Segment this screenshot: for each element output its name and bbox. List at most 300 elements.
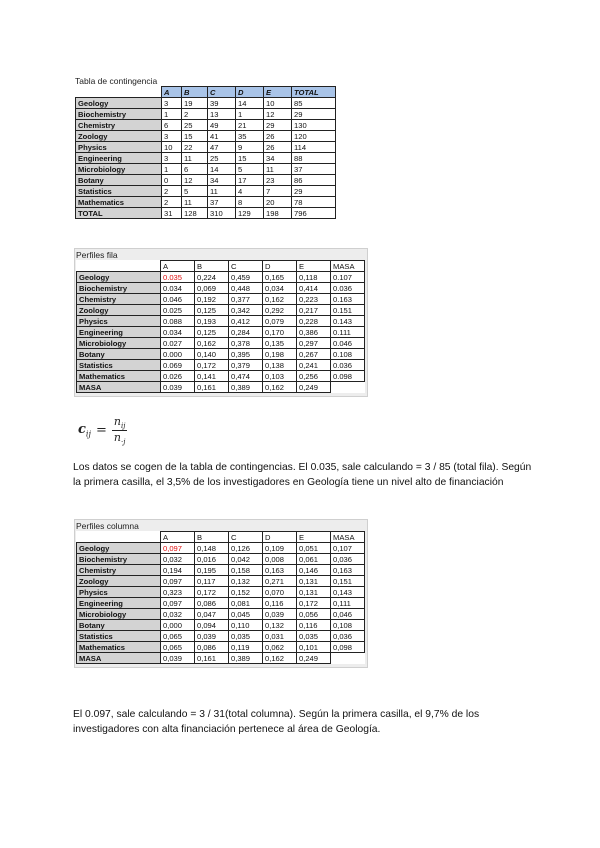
header-row xyxy=(77,532,365,543)
table-cell: 0,249 xyxy=(297,653,331,664)
header-cell: C xyxy=(229,261,263,272)
table-cell: 0,031 xyxy=(263,631,297,642)
table-cell: 0,061 xyxy=(297,554,331,565)
table-cell: 0,389 xyxy=(229,382,263,393)
table-cell: 0,000 xyxy=(161,620,195,631)
row-label: Statistics xyxy=(77,631,161,642)
table-cell: 0,138 xyxy=(263,360,297,371)
table-cell: 0.027 xyxy=(161,338,195,349)
table-cell: 6 xyxy=(162,120,182,131)
table-cell: 20 xyxy=(264,197,292,208)
row-label: Mathematics xyxy=(76,197,162,208)
row-label: Botany xyxy=(77,349,161,360)
table-cell: 0,132 xyxy=(229,576,263,587)
table-cell: 0,056 xyxy=(297,609,331,620)
table-row xyxy=(77,565,365,576)
table-cell: 0.046 xyxy=(161,294,195,305)
table-cell: 0,172 xyxy=(195,587,229,598)
table-cell: 0,165 xyxy=(263,272,297,283)
table-cell: 49 xyxy=(208,120,236,131)
table-cell: 37 xyxy=(292,164,336,175)
table-cell: 10 xyxy=(264,98,292,109)
table-cell: 0,241 xyxy=(297,360,331,371)
table-row xyxy=(76,164,336,175)
table-cell: 0.025 xyxy=(161,305,195,316)
table-row xyxy=(77,631,365,642)
table-row xyxy=(76,109,336,120)
table-cell: 0,108 xyxy=(331,620,365,631)
row-label: Physics xyxy=(76,142,162,153)
row-profiles-table xyxy=(76,260,365,393)
table-cell: 0,097 xyxy=(161,576,195,587)
row-label: Geology xyxy=(77,272,161,283)
header-cell: A xyxy=(161,261,195,272)
table-cell: 0,162 xyxy=(263,653,297,664)
header-cell: E xyxy=(297,532,331,543)
table-row xyxy=(76,153,336,164)
table-cell: 78 xyxy=(292,197,336,208)
table-cell: 0,412 xyxy=(229,316,263,327)
table-cell: 22 xyxy=(182,142,208,153)
table-cell: 10 xyxy=(162,142,182,153)
header-cell: MASA xyxy=(331,532,365,543)
row-label: Engineering xyxy=(77,598,161,609)
header-cell: E xyxy=(264,87,292,98)
row-label: Biochemistry xyxy=(77,554,161,565)
table-cell: 86 xyxy=(292,175,336,186)
table-cell: 0,228 xyxy=(297,316,331,327)
table-cell: 0,152 xyxy=(229,587,263,598)
table-cell: 128 xyxy=(182,208,208,219)
table-cell: 6 xyxy=(182,164,208,175)
table-row xyxy=(76,131,336,142)
formula-eq: = xyxy=(95,423,107,439)
table-cell: 19 xyxy=(182,98,208,109)
table-cell: 0.035 xyxy=(161,272,195,283)
table-cell: 0.108 xyxy=(331,349,365,360)
table-cell: 34 xyxy=(264,153,292,164)
table-cell: 47 xyxy=(208,142,236,153)
table-cell: 2 xyxy=(182,109,208,120)
table-row xyxy=(76,98,336,109)
table-cell: 0,125 xyxy=(195,305,229,316)
contingency-caption: Tabla de contingencia xyxy=(75,76,158,86)
table-cell: 0.034 xyxy=(161,327,195,338)
table-cell: 0,217 xyxy=(297,305,331,316)
table-cell: 0.151 xyxy=(331,305,365,316)
table-cell: 21 xyxy=(236,120,264,131)
contingency-table-block xyxy=(75,76,336,219)
table-cell: 129 xyxy=(236,208,264,219)
table-cell xyxy=(331,653,365,664)
row-label: Microbiology xyxy=(77,338,161,349)
table-cell: 0,162 xyxy=(263,382,297,393)
table-cell: 3 xyxy=(162,153,182,164)
table-cell: 0,271 xyxy=(263,576,297,587)
row-label: Engineering xyxy=(76,153,162,164)
table-cell: 0.026 xyxy=(161,371,195,382)
table-row xyxy=(77,349,365,360)
table-cell: 0,079 xyxy=(263,316,297,327)
header-cell: C xyxy=(208,87,236,98)
table-row xyxy=(77,543,365,554)
row-label: Mathematics xyxy=(77,642,161,653)
table-cell: 0,148 xyxy=(195,543,229,554)
table-cell: 0,256 xyxy=(297,371,331,382)
row-label: Chemistry xyxy=(77,294,161,305)
row-label: Botany xyxy=(77,620,161,631)
table-cell: 1 xyxy=(236,109,264,120)
table-cell: 0,193 xyxy=(195,316,229,327)
table-cell: 29 xyxy=(264,120,292,131)
table-cell: 3 xyxy=(162,98,182,109)
table-cell: 0,107 xyxy=(331,543,365,554)
table-row xyxy=(77,338,365,349)
table-cell: 0,161 xyxy=(195,382,229,393)
table-cell: 0,377 xyxy=(229,294,263,305)
contingency-table xyxy=(75,86,336,219)
table-cell: 0.039 xyxy=(161,382,195,393)
table-cell: 0,379 xyxy=(229,360,263,371)
table-cell: 88 xyxy=(292,153,336,164)
table-cell: 0,119 xyxy=(229,642,263,653)
table-cell: 11 xyxy=(182,197,208,208)
row-label: Zoology xyxy=(77,305,161,316)
header-cell: C xyxy=(229,532,263,543)
table-cell: 0,097 xyxy=(161,543,195,554)
table-cell: 3 xyxy=(162,131,182,142)
table-cell: 0.098 xyxy=(331,371,365,382)
table-cell: 0,035 xyxy=(229,631,263,642)
table-cell: 0,039 xyxy=(263,609,297,620)
table-cell: 26 xyxy=(264,142,292,153)
row-label: Physics xyxy=(77,316,161,327)
table-cell: 0,163 xyxy=(263,565,297,576)
table-cell: 5 xyxy=(182,186,208,197)
table-cell: 11 xyxy=(208,186,236,197)
table-cell: 0.034 xyxy=(161,283,195,294)
table-row xyxy=(77,576,365,587)
header-cell: A xyxy=(161,532,195,543)
table-cell: 0.069 xyxy=(161,360,195,371)
table-row xyxy=(76,186,336,197)
table-cell: 25 xyxy=(182,120,208,131)
table-cell: 12 xyxy=(182,175,208,186)
row-label: Statistics xyxy=(77,360,161,371)
header-cell: D xyxy=(236,87,264,98)
table-cell: 4 xyxy=(236,186,264,197)
table-cell: 0,116 xyxy=(297,620,331,631)
table-cell: 0,117 xyxy=(195,576,229,587)
table-cell: 0,032 xyxy=(161,609,195,620)
table-cell: 0.036 xyxy=(331,360,365,371)
table-cell: 796 xyxy=(292,208,336,219)
table-cell: 0,118 xyxy=(297,272,331,283)
table-cell: 130 xyxy=(292,120,336,131)
table-cell: 41 xyxy=(208,131,236,142)
table-row xyxy=(77,294,365,305)
table-cell: 0.163 xyxy=(331,294,365,305)
table-row xyxy=(77,598,365,609)
table-cell: 29 xyxy=(292,186,336,197)
table-cell: 0,249 xyxy=(297,382,331,393)
row-label: Geology xyxy=(76,98,162,109)
row-label: Microbiology xyxy=(77,609,161,620)
corner-cell xyxy=(77,532,161,543)
table-cell: 7 xyxy=(264,186,292,197)
table-cell: 0,125 xyxy=(195,327,229,338)
table-cell: 0,140 xyxy=(195,349,229,360)
table-cell: 2 xyxy=(162,197,182,208)
table-row xyxy=(76,120,336,131)
table-cell: 2 xyxy=(162,186,182,197)
table-cell: 0,141 xyxy=(195,371,229,382)
table-cell: 5 xyxy=(236,164,264,175)
table-cell: 310 xyxy=(208,208,236,219)
table-cell: 0,414 xyxy=(297,283,331,294)
table-row xyxy=(76,208,336,219)
table-cell: 85 xyxy=(292,98,336,109)
table-cell: 14 xyxy=(236,98,264,109)
table-cell: 12 xyxy=(264,109,292,120)
table-cell: 114 xyxy=(292,142,336,153)
table-cell: 0,039 xyxy=(195,631,229,642)
table-cell: 0.143 xyxy=(331,316,365,327)
table-row xyxy=(77,371,365,382)
table-cell: 198 xyxy=(264,208,292,219)
table-cell: 0,103 xyxy=(263,371,297,382)
row-profiles-caption: Perfiles fila xyxy=(76,250,118,260)
row-label: Engineering xyxy=(77,327,161,338)
row-label: Zoology xyxy=(77,576,161,587)
table-row xyxy=(77,642,365,653)
row-label: MASA xyxy=(77,653,161,664)
table-cell: 14 xyxy=(208,164,236,175)
table-cell: 1 xyxy=(162,109,182,120)
table-cell: 25 xyxy=(208,153,236,164)
header-cell: D xyxy=(263,261,297,272)
table-cell: 29 xyxy=(292,109,336,120)
table-cell: 35 xyxy=(236,131,264,142)
table-cell: 0,161 xyxy=(195,653,229,664)
explanation-paragraph-2: El 0.097, sale calculando = 3 / 31(total columna). Según la primera casilla, el 9,7% de los investigadores con alta financiación pertenece al área de Geología. xyxy=(73,709,480,735)
table-cell: 0,086 xyxy=(195,642,229,653)
table-cell: 0,284 xyxy=(229,327,263,338)
table-cell: 0,323 xyxy=(161,587,195,598)
table-cell: 0,223 xyxy=(297,294,331,305)
table-cell: 8 xyxy=(236,197,264,208)
header-cell: D xyxy=(263,532,297,543)
table-cell: 0,110 xyxy=(229,620,263,631)
table-cell: 0,158 xyxy=(229,565,263,576)
table-cell: 39 xyxy=(208,98,236,109)
table-cell: 0,039 xyxy=(161,653,195,664)
table-cell: 0,195 xyxy=(195,565,229,576)
column-profiles-table xyxy=(76,531,365,664)
table-cell: 0,065 xyxy=(161,631,195,642)
table-cell: 0,135 xyxy=(263,338,297,349)
header-cell: B xyxy=(195,532,229,543)
header-cell: A xyxy=(162,87,182,98)
table-cell: 0,192 xyxy=(195,294,229,305)
table-cell: 0,172 xyxy=(195,360,229,371)
table-cell: 31 xyxy=(162,208,182,219)
table-cell: 0,474 xyxy=(229,371,263,382)
table-cell: 0,386 xyxy=(297,327,331,338)
table-cell: 0,172 xyxy=(297,598,331,609)
table-cell: 13 xyxy=(208,109,236,120)
table-cell: 0,163 xyxy=(331,565,365,576)
table-cell: 0.000 xyxy=(161,349,195,360)
table-cell: 0,065 xyxy=(161,642,195,653)
table-cell: 0,008 xyxy=(263,554,297,565)
table-cell: 0,116 xyxy=(263,598,297,609)
table-cell: 0,062 xyxy=(263,642,297,653)
header-cell: E xyxy=(297,261,331,272)
table-cell: 0,162 xyxy=(263,294,297,305)
header-cell: MASA xyxy=(331,261,365,272)
table-row xyxy=(77,609,365,620)
table-cell: 0,143 xyxy=(331,587,365,598)
table-cell: 0,132 xyxy=(263,620,297,631)
table-cell: 0.111 xyxy=(331,327,365,338)
table-cell: 0,035 xyxy=(297,631,331,642)
table-cell: 11 xyxy=(182,153,208,164)
table-cell: 0,389 xyxy=(229,653,263,664)
table-row xyxy=(76,175,336,186)
row-label: Chemistry xyxy=(77,565,161,576)
row-label: Biochemistry xyxy=(76,109,162,120)
row-label: Geology xyxy=(77,543,161,554)
table-row xyxy=(77,272,365,283)
header-cell: B xyxy=(182,87,208,98)
table-cell: 0,097 xyxy=(161,598,195,609)
table-cell: 0 xyxy=(162,175,182,186)
table-cell: 0,395 xyxy=(229,349,263,360)
table-row xyxy=(77,382,365,393)
table-cell: 0,086 xyxy=(195,598,229,609)
table-cell: 26 xyxy=(264,131,292,142)
table-cell: 0.036 xyxy=(331,283,365,294)
corner-cell xyxy=(76,87,162,98)
table-cell: 0,036 xyxy=(331,554,365,565)
row-label: Statistics xyxy=(76,186,162,197)
table-cell: 0,070 xyxy=(263,587,297,598)
table-cell: 0,267 xyxy=(297,349,331,360)
table-cell: 34 xyxy=(208,175,236,186)
row-label: Zoology xyxy=(76,131,162,142)
table-cell: 17 xyxy=(236,175,264,186)
explanation-paragraph-1: Los datos se cogen de la tabla de contingencias. El 0.035, sale calculando = 3 / 85 (total fila). Según la primera casilla, el 3,5% de los investigadores en Geología tiene un nivel alto de financiación xyxy=(73,462,532,488)
table-cell: 0,170 xyxy=(263,327,297,338)
table-cell: 0,146 xyxy=(297,565,331,576)
table-row xyxy=(77,316,365,327)
row-label: Chemistry xyxy=(76,120,162,131)
table-cell: 0,016 xyxy=(195,554,229,565)
formula-lhs: $c_{ij}$ xyxy=(78,422,91,439)
table-cell: 0,034 xyxy=(263,283,297,294)
table-cell: 15 xyxy=(236,153,264,164)
table-cell: 0.088 xyxy=(161,316,195,327)
header-row xyxy=(76,87,336,98)
table-cell: 0,051 xyxy=(297,543,331,554)
table-cell: 0,459 xyxy=(229,272,263,283)
row-label: TOTAL xyxy=(76,208,162,219)
table-cell: 0,194 xyxy=(161,565,195,576)
row-label: Microbiology xyxy=(76,164,162,175)
table-cell: 0,224 xyxy=(195,272,229,283)
formula-fraction: $\frac{n_{ij}}{n_{\cdot j}}$ xyxy=(113,415,126,447)
formula xyxy=(78,415,127,446)
table-cell: 9 xyxy=(236,142,264,153)
table-cell: 0.107 xyxy=(331,272,365,283)
table-cell: 0,109 xyxy=(263,543,297,554)
table-cell: 0,042 xyxy=(229,554,263,565)
table-cell: 11 xyxy=(264,164,292,175)
table-cell: 0,081 xyxy=(229,598,263,609)
table-cell: 0,162 xyxy=(195,338,229,349)
table-cell: 0.046 xyxy=(331,338,365,349)
table-cell: 23 xyxy=(264,175,292,186)
row-label: MASA xyxy=(77,382,161,393)
header-cell: TOTAL xyxy=(292,87,336,98)
table-row xyxy=(77,305,365,316)
table-cell: 0,126 xyxy=(229,543,263,554)
table-cell: 0,378 xyxy=(229,338,263,349)
table-row xyxy=(77,327,365,338)
table-cell xyxy=(331,382,365,393)
header-row xyxy=(77,261,365,272)
table-row xyxy=(76,142,336,153)
table-cell: 0,131 xyxy=(297,576,331,587)
column-profiles-caption: Perfiles columna xyxy=(76,521,139,531)
row-profiles-block xyxy=(74,248,368,397)
column-profiles-block xyxy=(74,519,368,668)
table-row xyxy=(77,283,365,294)
table-cell: 0,046 xyxy=(331,609,365,620)
table-cell: 0,069 xyxy=(195,283,229,294)
table-row xyxy=(76,197,336,208)
table-cell: 1 xyxy=(162,164,182,175)
table-row xyxy=(77,653,365,664)
table-cell: 0,045 xyxy=(229,609,263,620)
table-row xyxy=(77,360,365,371)
header-cell: B xyxy=(195,261,229,272)
table-row xyxy=(77,620,365,631)
table-cell: 15 xyxy=(182,131,208,142)
row-label: Botany xyxy=(76,175,162,186)
row-label: Mathematics xyxy=(77,371,161,382)
corner-cell xyxy=(77,261,161,272)
table-cell: 120 xyxy=(292,131,336,142)
row-label: Physics xyxy=(77,587,161,598)
table-cell: 0,151 xyxy=(331,576,365,587)
table-row xyxy=(77,554,365,565)
row-label: Biochemistry xyxy=(77,283,161,294)
table-cell: 0,131 xyxy=(297,587,331,598)
table-cell: 0,032 xyxy=(161,554,195,565)
table-cell: 0,297 xyxy=(297,338,331,349)
table-cell: 0,094 xyxy=(195,620,229,631)
table-cell: 0,198 xyxy=(263,349,297,360)
table-row xyxy=(77,587,365,598)
table-cell: 0,292 xyxy=(263,305,297,316)
table-cell: 0,111 xyxy=(331,598,365,609)
table-cell: 0,036 xyxy=(331,631,365,642)
table-cell: 0,098 xyxy=(331,642,365,653)
table-cell: 0,101 xyxy=(297,642,331,653)
table-cell: 0,342 xyxy=(229,305,263,316)
